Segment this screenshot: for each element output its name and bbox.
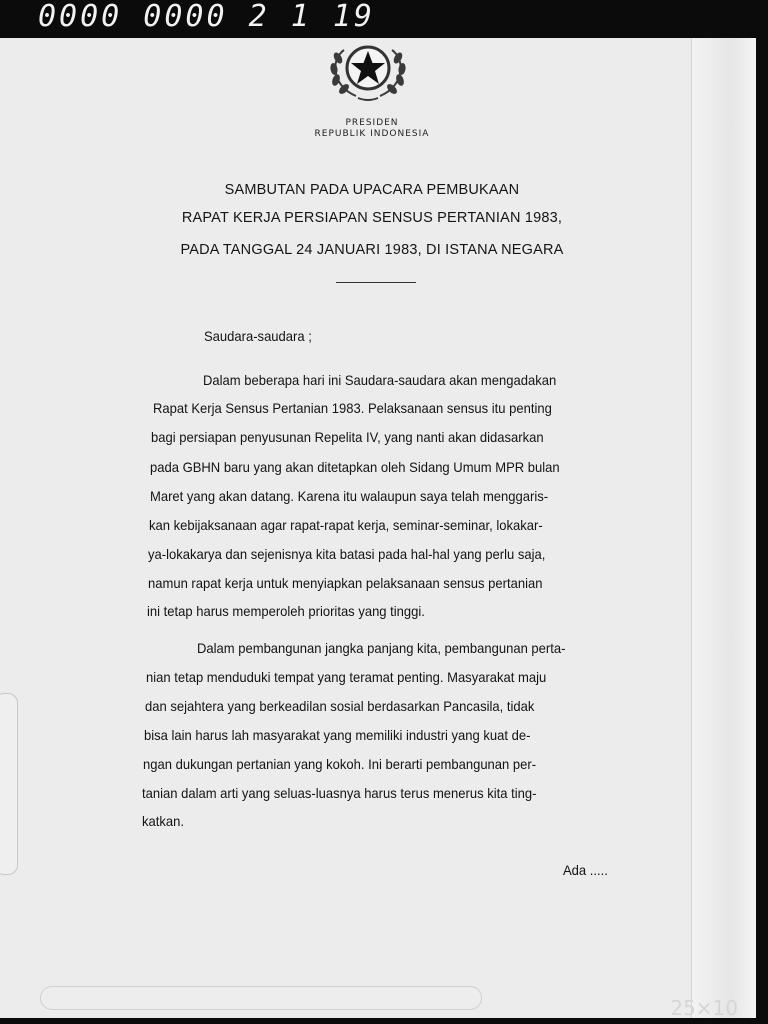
paragraph-line: namun rapat kerja untuk menyiapkan pelaksanaan sensus pertanian — [148, 575, 543, 591]
star-wreath-emblem-icon — [322, 38, 414, 104]
document-page — [0, 38, 756, 1018]
paragraph-line: Rapat Kerja Sensus Pertanian 1983. Pelaksanaan sensus itu penting — [153, 400, 552, 416]
paragraph-line: Dalam beberapa hari ini Saudara-saudara akan mengadakan — [203, 372, 557, 388]
page-curl — [40, 986, 482, 1010]
speech-heading-line-1: SAMBUTAN PADA UPACARA PEMBUKAAN — [224, 182, 520, 198]
paragraph-line: bagi persiapan penyusunan Repelita IV, yang nanti akan didasarkan — [151, 429, 544, 445]
corner-mark: 25×10 — [670, 996, 738, 1020]
paragraph-line: tanian dalam arti yang seluas-luasnya harus terus menerus kita ting- — [142, 785, 537, 801]
paragraph-line: Dalam pembangunan jangka panjang kita, pembangunan perta- — [197, 640, 566, 656]
paragraph-line: ngan dukungan pertanian yang kokoh. Ini berarti pembangunan per- — [143, 756, 537, 772]
continuation-catchword: Ada ..... — [563, 862, 608, 878]
letterhead-title: PRESIDEN — [345, 118, 399, 128]
heading-rule — [336, 282, 416, 283]
paragraph-line: katkan. — [142, 813, 184, 829]
letterhead-subtitle: REPUBLIK INDONESIA — [314, 129, 430, 139]
paragraph-line: pada GBHN baru yang akan ditetapkan oleh Sidang Umum MPR bulan — [150, 459, 560, 475]
paragraph-line: kan kebijaksanaan agar rapat-rapat kerja, seminar-seminar, lokakar- — [149, 517, 543, 533]
page-notch — [0, 693, 18, 875]
salutation: Saudara-saudara ; — [204, 328, 312, 344]
paragraph-line: Maret yang akan datang. Karena itu walaupun saya telah menggaris- — [150, 488, 549, 504]
paragraph-line: dan sejahtera yang berkeadilan sosial berdasarkan Pancasila, tidak — [145, 698, 535, 714]
speech-heading-line-3: PADA TANGGAL 24 JANUARI 1983, DI ISTANA NEGARA — [180, 242, 564, 258]
speech-heading-line-2: RAPAT KERJA PERSIAPAN SENSUS PERTANIAN 1983, — [181, 210, 563, 226]
paragraph-line: bisa lain harus lah masyarakat yang memiliki industri yang kuat de- — [144, 727, 531, 743]
paragraph-line: nian tetap menduduki tempat yang teramat penting. Masyarakat maju — [146, 669, 547, 685]
paragraph-line: ini tetap harus memperoleh prioritas yang tinggi. — [147, 603, 425, 619]
paragraph-line: ya-lokakarya dan sejenisnya kita batasi pada hal-hal yang perlu saja, — [148, 546, 546, 562]
film-frame-counter: 0000 0000 2 1 19 — [38, 0, 375, 34]
